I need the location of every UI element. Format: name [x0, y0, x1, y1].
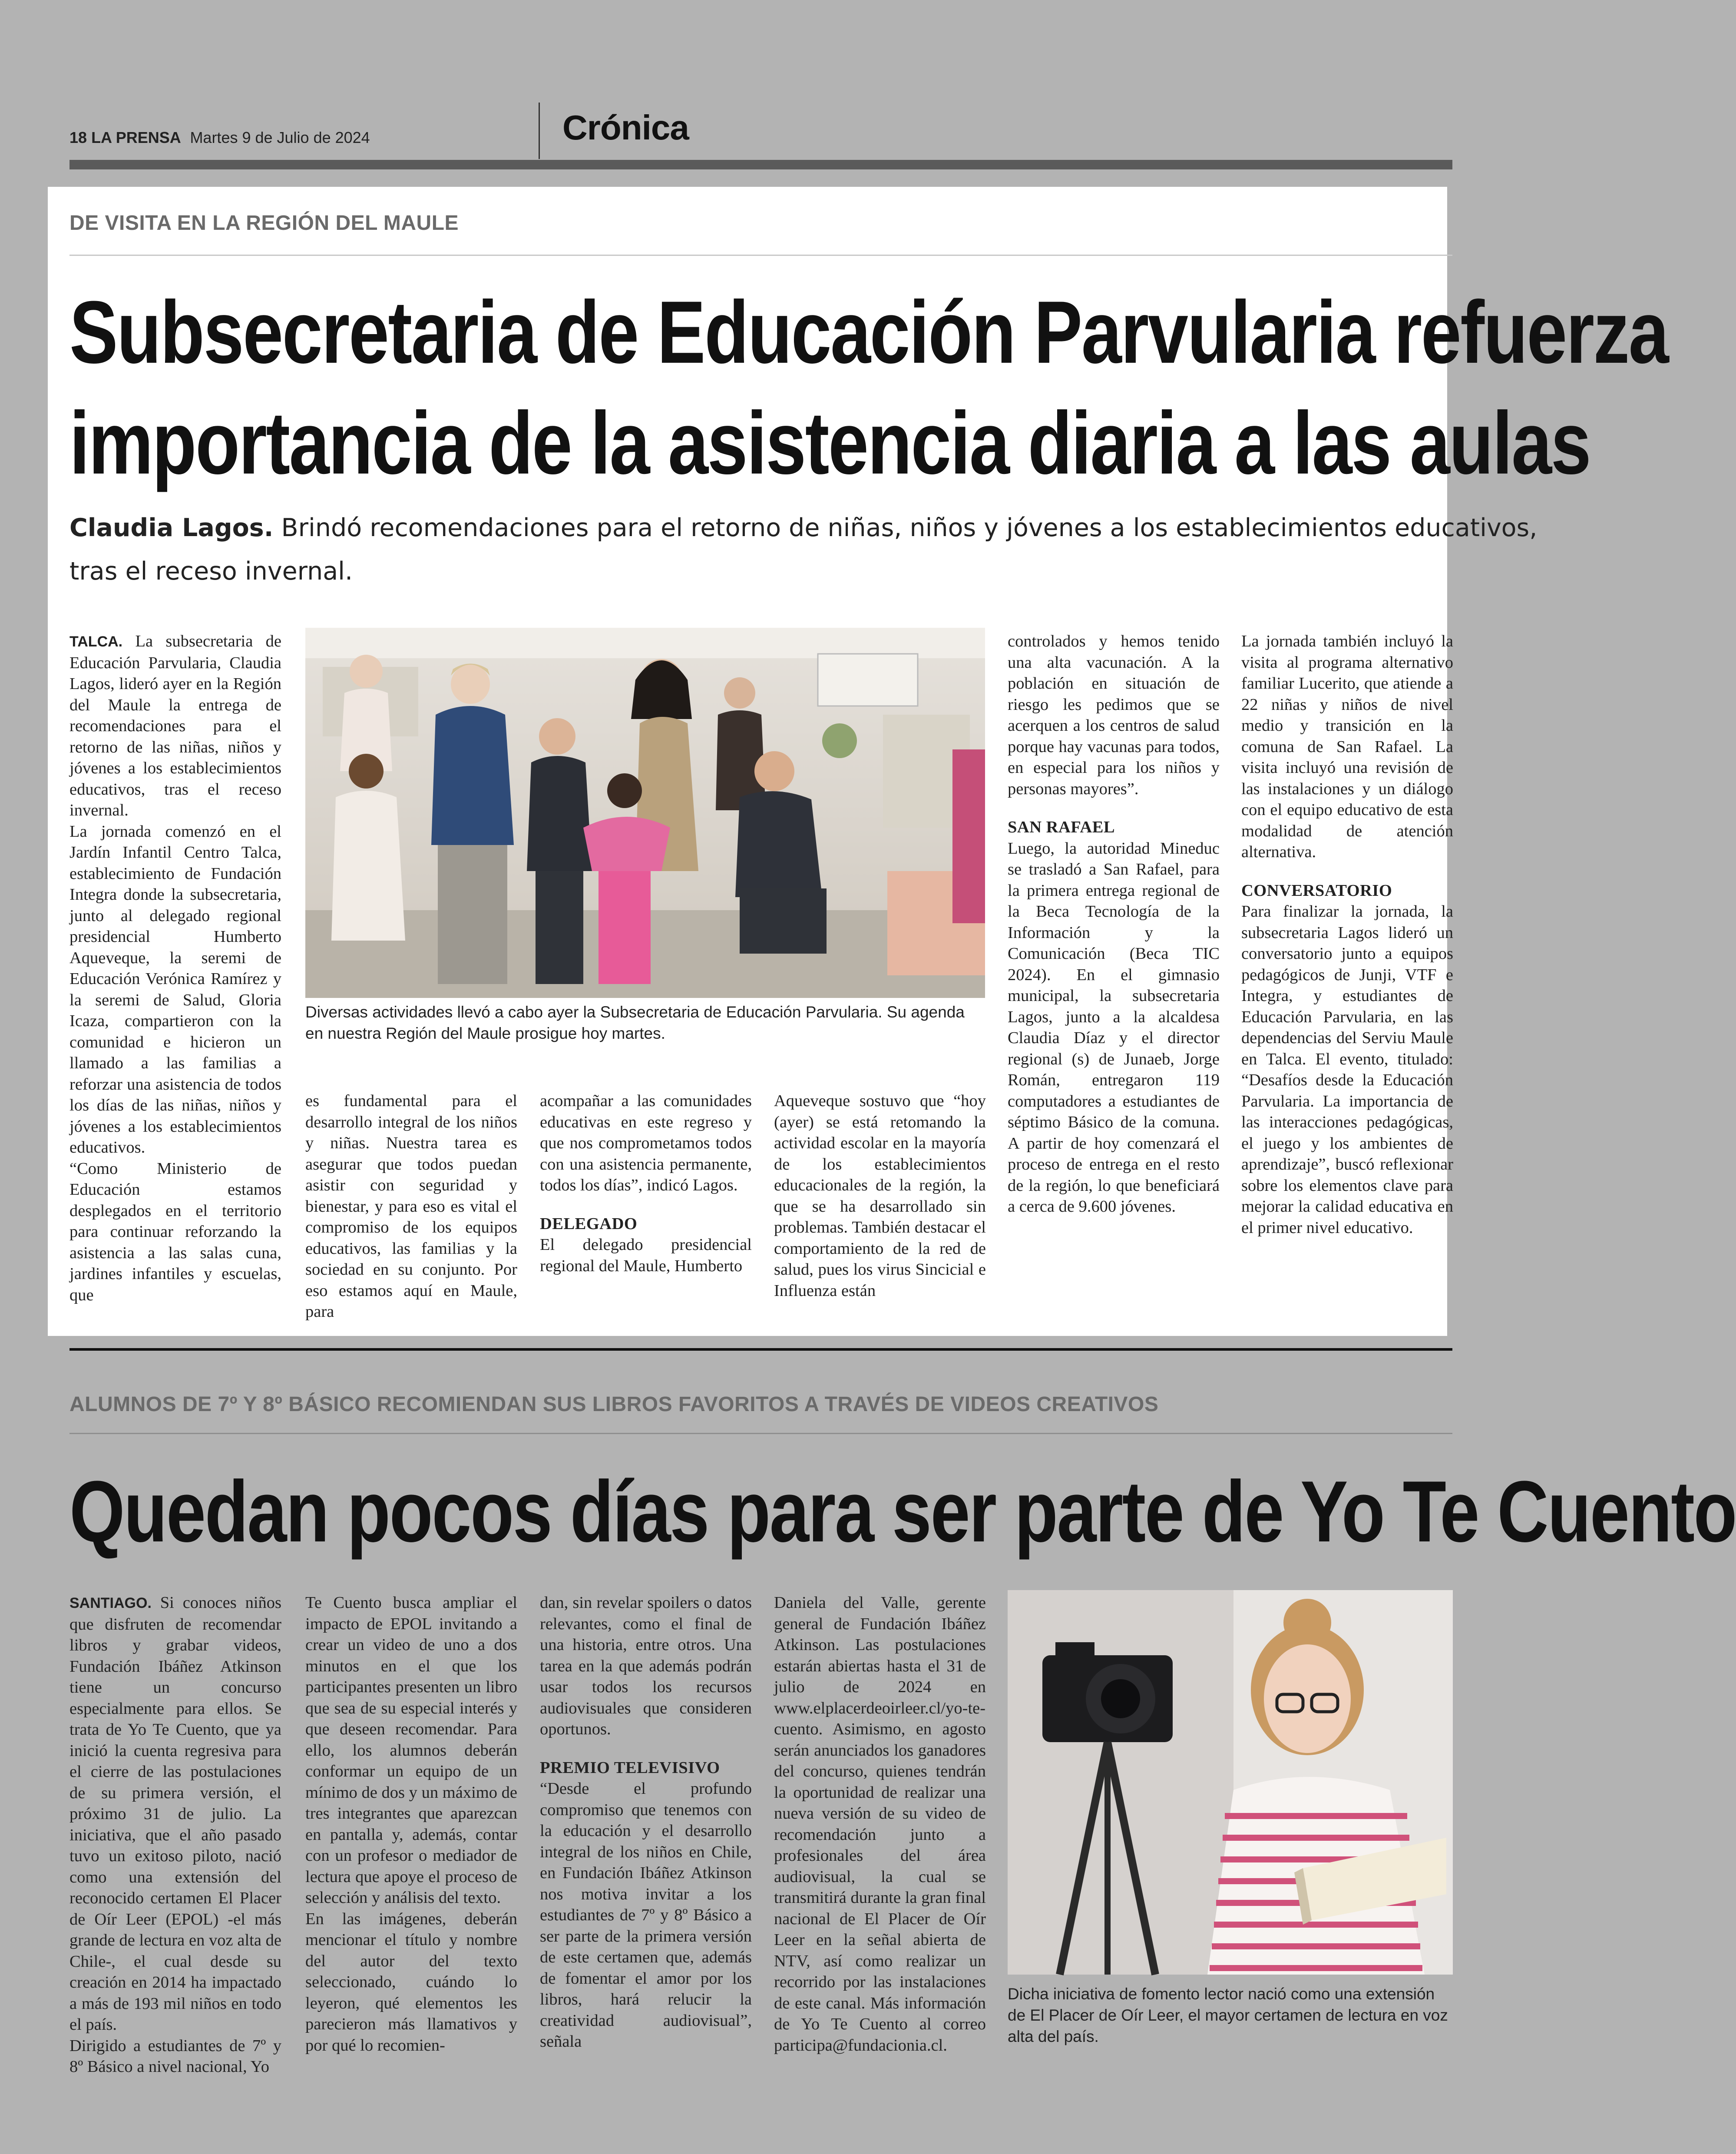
- header-bar: [69, 160, 1452, 169]
- paragraph: La jornada comenzó en el Jardín Infantil Centro Talca, establecimiento de Fundación Integra donde la subsecretaria, junto al delegado regional presidencial Humberto Aqueveque, la seremi de Educación Verónica Ramírez y la seremi de Salud, Gloria Icaza, compartieron con la comunidad e hicieron un llamado a las familias a reforzar una asistencia de todos los días de las niñas, niños y jóvenes a los establecimientos educativos.: [69, 822, 281, 1157]
- article-divider: [69, 1348, 1452, 1351]
- paragraph: El delegado presidencial regional del Maule, Humberto: [540, 1236, 752, 1275]
- article-1-lead: [69, 506, 1538, 593]
- reading-girl-photo-image: [1008, 1590, 1453, 1975]
- paragraph: acompañar a las comunidades educativas en este regreso y que nos comprometamos todos con una asistencia permanente, todos los días”, indicó Lagos.: [540, 1092, 752, 1194]
- dateline: TALCA.: [69, 633, 123, 650]
- paragraph: La subsecretaria de Educación Parvularia, Claudia Lagos, lideró ayer en la Región del Maule la entrega de recomendaciones para el retorno de las niñas, niños y jóvenes a los establecimientos educativos, tras el receso invernal.: [69, 632, 281, 819]
- issue-date: Martes 9 de Julio de 2024: [190, 129, 370, 146]
- publication-name: LA PRENSA: [91, 129, 181, 146]
- article-2-column-2: [305, 1592, 517, 2056]
- article-1-column-2: [305, 1090, 517, 1322]
- dateline: SANTIAGO.: [69, 1595, 152, 1611]
- paragraph: dan, sin revelar spoilers o datos relevantes, como el final de una historia, entre otros. Una tarea en la que además podrán usar todos los recursos audiovisuales que consideren oportunos.: [540, 1594, 752, 1738]
- section-title: Crónica: [562, 108, 689, 147]
- paragraph: La jornada también incluyó la visita al programa alternativo familiar Lucerito, que atiende a 22 niñas y niños de nivel medio y transición en la comuna de San Rafael. La visita incluyó una revisión de las instalaciones y un diálogo con el equipo educativo de esta modalidad de atención alternativa.: [1241, 632, 1453, 861]
- paragraph: “Desde el profundo compromiso que tenemos con la educación y el desarrollo integral de los niños en Chile, en Fundación Ibáñez Atkinson nos motiva invitar a los estudiantes de 7º y 8º Básico a ser parte de la primera versión de este certamen que, además de fomentar el amor por los libros, hará relucir la creatividad audiovisual”, señala: [540, 1780, 752, 2051]
- lead-line2: tras el receso invernal.: [69, 557, 353, 586]
- paragraph: Luego, la autoridad Mineduc se trasladó a San Rafael, para la primera entrega regional de la Beca Tecnología de la Información y la Comunicación (Beca TIC 2024). En el gimnasio municipal, la subsecretaria Lagos, junto a la alcaldesa Claudia Díaz y el director regional (s) de Junaeb, Jorge Román, entregaron 119 computadores a estudiantes de séptimo Básico de la comuna. A partir de hoy comenzará el proceso de entrega en el resto de la región, lo que beneficiará a cerca de 9.600 jóvenes.: [1008, 839, 1220, 1216]
- article-2-headline: Quedan pocos días para ser parte de Yo Te Cuento: [69, 1463, 1736, 1560]
- subheading-delegado: DELEGADO: [540, 1214, 638, 1233]
- article-2-column-1: [69, 1592, 281, 2078]
- article-1-column-5: [1008, 631, 1220, 1217]
- page-folio: [69, 129, 370, 147]
- article-2-photo-caption: Dicha iniciativa de fomento lector nació como una extensión de El Placer de Oír Leer, el mayor certamen de lectura en voz alta del país.: [1008, 1985, 1448, 2045]
- kicker-rule: [69, 1433, 1452, 1434]
- article-1-column-1: [69, 631, 281, 1306]
- header-separator: [539, 103, 540, 159]
- subheading-san-rafael: SAN RAFAEL: [1008, 818, 1115, 836]
- article-2-photo: [1008, 1590, 1453, 1975]
- article-2-kicker: ALUMNOS DE 7º Y 8º BÁSICO RECOMIENDAN SUS LIBROS FAVORITOS A TRAVÉS DE VIDEOS CREATIVOS: [69, 1393, 1159, 1416]
- paragraph: Te Cuento busca ampliar el impacto de EPOL invitando a crear un video de uno a dos minutos en el que los participantes presenten un libro que sea de su especial interés y que deseen recomendar. Para ello, los alumnos deberán conformar un equipo de un mínimo de dos y un máximo de tres integrantes que aparezcan en pantalla y, además, contar con un profesor o mediador de lectura que apoye el proceso de selección y análisis del texto.: [305, 1594, 517, 1907]
- article-1-column-6: [1241, 631, 1453, 1238]
- paragraph: En las imágenes, deberán mencionar el título y nombre del autor del texto seleccionado, cuándo lo leyeron, qué elementos les parecieron más llamativos y por qué lo recomien-: [305, 1909, 517, 2055]
- article-1-headline-line2: importancia de la asistencia diaria a las aulas: [69, 394, 1591, 493]
- paragraph: Para finalizar la jornada, la subsecretaria Lagos lideró un conversatorio junto a equipos pedagógicos de Junji, VTF e Integra, y estudiantes de Educación Parvularia, en las dependencias del Serviu Maule en Talca. El evento, titulado: “Desafíos desde la Educación Parvularia. La importancia de las interacciones pedagógicas, el juego y los ambientes de aprendizaje”, buscó reflexionar sobre los elementos clave para mejorar la calidad educativa en el primer nivel educativo.: [1241, 902, 1453, 1237]
- subheading-premio-televisivo: PREMIO TELEVISIVO: [540, 1758, 720, 1777]
- lead-line1: Brindó recomendaciones para el retorno de niñas, niños y jóvenes a los establecimientos educativos,: [281, 514, 1538, 542]
- page-number: 18: [69, 129, 87, 146]
- paragraph: controlados y hemos tenido una alta vacunación. A la población en situación de riesgo les pedimos que se acerquen a los centros de salud porque hay vacunas para todos, en especial para los niños y personas mayores”.: [1008, 632, 1220, 798]
- subheading-conversatorio: CONVERSATORIO: [1241, 881, 1392, 900]
- article-1-kicker: DE VISITA EN LA REGIÓN DEL MAULE: [69, 212, 459, 235]
- kicker-rule: [69, 255, 1452, 256]
- paragraph: Dirigido a estudiantes de 7º y 8º Básico a nivel nacional, Yo: [69, 2036, 281, 2076]
- article-2-column-4: [774, 1592, 986, 2056]
- article-1-photo: [305, 628, 985, 998]
- lead-name: Claudia Lagos.: [69, 514, 274, 542]
- classroom-photo-image: [305, 628, 985, 998]
- article-1-column-4: [774, 1090, 986, 1301]
- paragraph: Daniela del Valle, gerente general de Fundación Ibáñez Atkinson. Las postulaciones estarán abiertas hasta el 31 de julio de 2024 en www.elplacerdeoirleer.cl/yo-te-cuento. Asimismo, en agosto serán anunciados los ganadores del concurso, quienes tendrán la oportunidad de realizar una nueva versión de su video de recomendación junto a profesionales del área audiovisual, la cual se transmitirá durante la gran final nacional de El Placer de Oír Leer en la señal abierta de NTV, así como realizar un recorrido por las instalaciones de este canal. Más información de Yo Te Cuento al correo participa@fundacionia.cl.: [774, 1594, 986, 2055]
- paragraph: “Como Ministerio de Educación estamos desplegados en el territorio para continuar reforzando la asistencia a las salas cuna, jardines infantiles y escuelas, que: [69, 1159, 281, 1304]
- paragraph: Aqueveque sostuvo que “hoy (ayer) se está retomando la actividad escolar en la mayoría de los establecimientos educacionales de la región, la que se ha desarrollado sin problemas. También destacar el comportamiento de la red de salud, pues los virus Sincicial e Influenza están: [774, 1092, 986, 1300]
- article-2-column-3: [540, 1592, 752, 2052]
- article-1-column-3: [540, 1090, 752, 1276]
- paragraph: es fundamental para el desarrollo integral de los niños y niñas. Nuestra tarea es asegurar que todos puedan asistir con seguridad y bienestar, y para eso es vital el compromiso de los equipos educativos, las familias y la sociedad en su conjunto. Por eso estamos aquí en Maule, para: [305, 1092, 517, 1321]
- article-1-photo-caption: Diversas actividades llevó a cabo ayer la Subsecretaria de Educación Parvularia. Su agenda en nuestra Región del Maule prosigue hoy martes.: [305, 1003, 965, 1042]
- article-1-headline-line1: Subsecretaria de Educación Parvularia refuerza: [69, 283, 1668, 382]
- paragraph: Si conoces niños que disfruten de recomendar libros y grabar videos, Fundación Ibáñez Atkinson tiene un concurso especialmente para ellos. Se trata de Yo Te Cuento, que ya inició la cuenta regresiva para el cierre de las postulaciones de su primera versión, el próximo 31 de julio. La iniciativa, que el año pasado tuvo un exitoso piloto, nació como una extensión del reconocido certamen El Placer de Oír Leer (EPOL) -el más grande de lectura en voz alta de Chile-, el cual desde su creación en 2014 ha impactado a más de 193 mil niños en todo el país.: [69, 1594, 281, 2034]
